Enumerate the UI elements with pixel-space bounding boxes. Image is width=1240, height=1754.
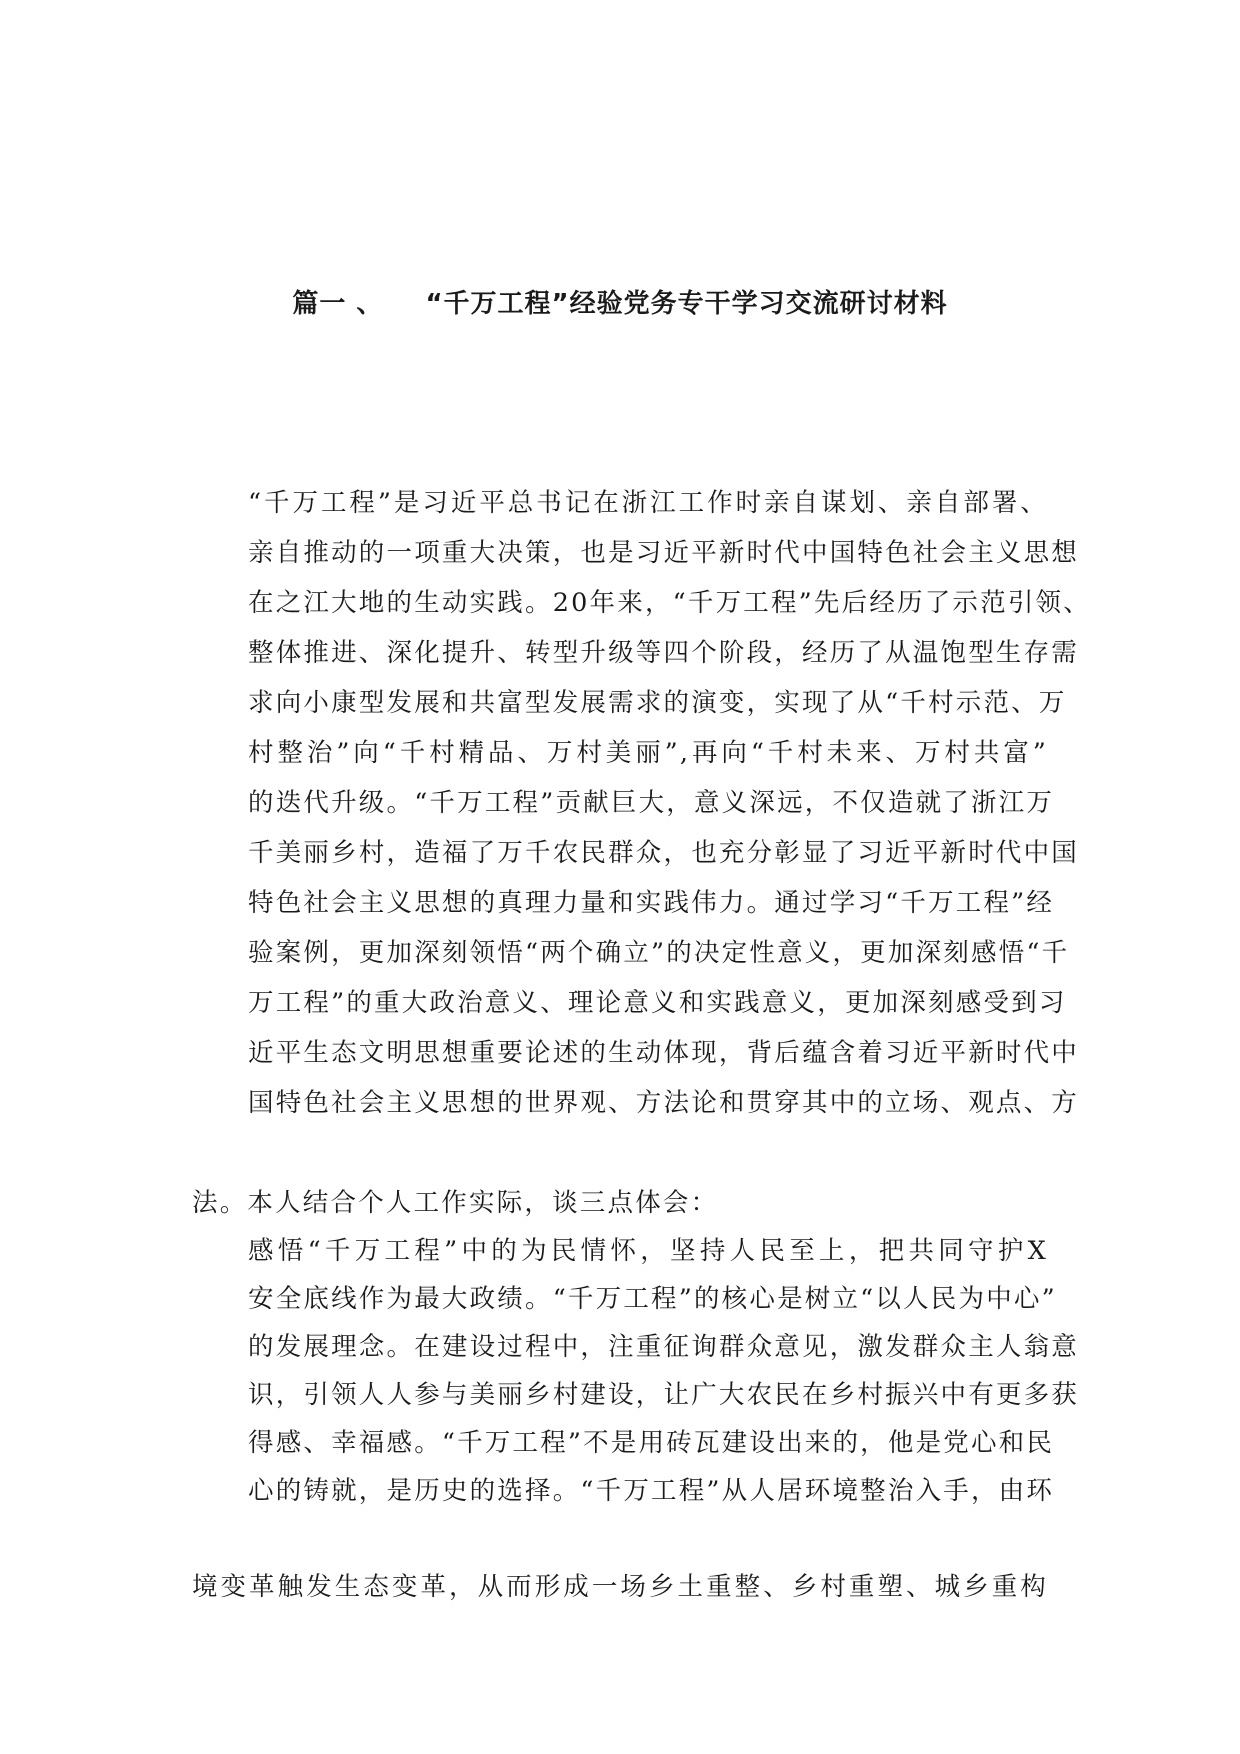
paragraph-2 [192, 1227, 1080, 1515]
paragraph-line: 心的铸就，是历史的选择。“千万工程”从人居环境整治入手，由环 [248, 1476, 1055, 1506]
paragraph-line: 千美丽乡村，造福了万千农民群众，也充分彰显了习近平新时代中国 [248, 838, 1080, 868]
paragraph-line: 识，引领人人参与美丽乡村建设，让广大农民在乡村振兴中有更多获 [248, 1380, 1080, 1410]
paragraph-line: 法。本人结合个人工作实际，谈三点体会： [192, 1188, 719, 1218]
paragraph-1-ending [192, 1178, 1048, 1228]
paragraph-line: 亲自推动的一项重大决策，也是习近平新时代中国特色社会主义思想 [248, 538, 1080, 568]
paragraph-2-continuation [192, 1562, 1048, 1612]
paragraph-line: 验案例，更加深刻领悟“两个确立”的决定性意义，更加深刻感悟“千 [248, 938, 1070, 968]
paragraph-line: 的发展理念。在建设过程中，注重征询群众意见，激发群众主人翁意 [248, 1332, 1080, 1362]
paragraph-line: 国特色社会主义思想的世界观、方法论和贯穿其中的立场、观点、方 [248, 1088, 1080, 1118]
paragraph-line: 境变革触发生态变革，从而形成一场乡土重整、乡村重塑、城乡重构 [192, 1572, 1048, 1602]
paragraph-line: 感悟“千万工程”中的为民情怀，坚持人民至上，把共同守护X [248, 1236, 1048, 1266]
title-text: “千万工程”经验党务专干学习交流研讨材料 [425, 289, 948, 319]
paragraph-line: 在之江大地的生动实践。20年来，“千万工程”先后经历了示范引领、 [248, 588, 1091, 618]
paragraph-line: 得感、幸福感。“千万工程”不是用砖瓦建设出来的，他是党心和民 [248, 1428, 1055, 1458]
paragraph-line: 村整治”向“千村精品、万村美丽”,再向“千村未来、万村共富” [248, 738, 1048, 768]
paragraph-line: 求向小康型发展和共富型发展需求的演变，实现了从“千村示范、万 [248, 688, 1067, 718]
paragraph-line: 万工程”的重大政治意义、理论意义和实践意义，更加深刻感受到习 [248, 988, 1067, 1018]
paragraph-line: “千万工程”是习近平总书记在浙江工作时亲自谋划、亲自部署、 [248, 488, 1048, 518]
paragraph-line: 整体推进、深化提升、转型升级等四个阶段，经历了从温饱型生存需 [248, 638, 1080, 668]
paragraph-line: 的迭代升级。“千万工程”贡献巨大，意义深远，不仅造就了浙江万 [248, 788, 1055, 818]
paragraph-line: 安全底线作为最大政绩。“千万工程”的核心是树立“以人民为中心” [248, 1284, 1057, 1314]
paragraph-line: 特色社会主义思想的真理力量和实践伟力。通过学习“千万工程”经 [248, 888, 1055, 918]
paragraph-1 [192, 478, 1091, 1128]
paragraph-line: 近平生态文明思想重要论述的生动体现，背后蕴含着习近平新时代中 [248, 1038, 1080, 1068]
title-prefix: 篇一 、 [292, 289, 384, 319]
page-title [0, 283, 1240, 320]
